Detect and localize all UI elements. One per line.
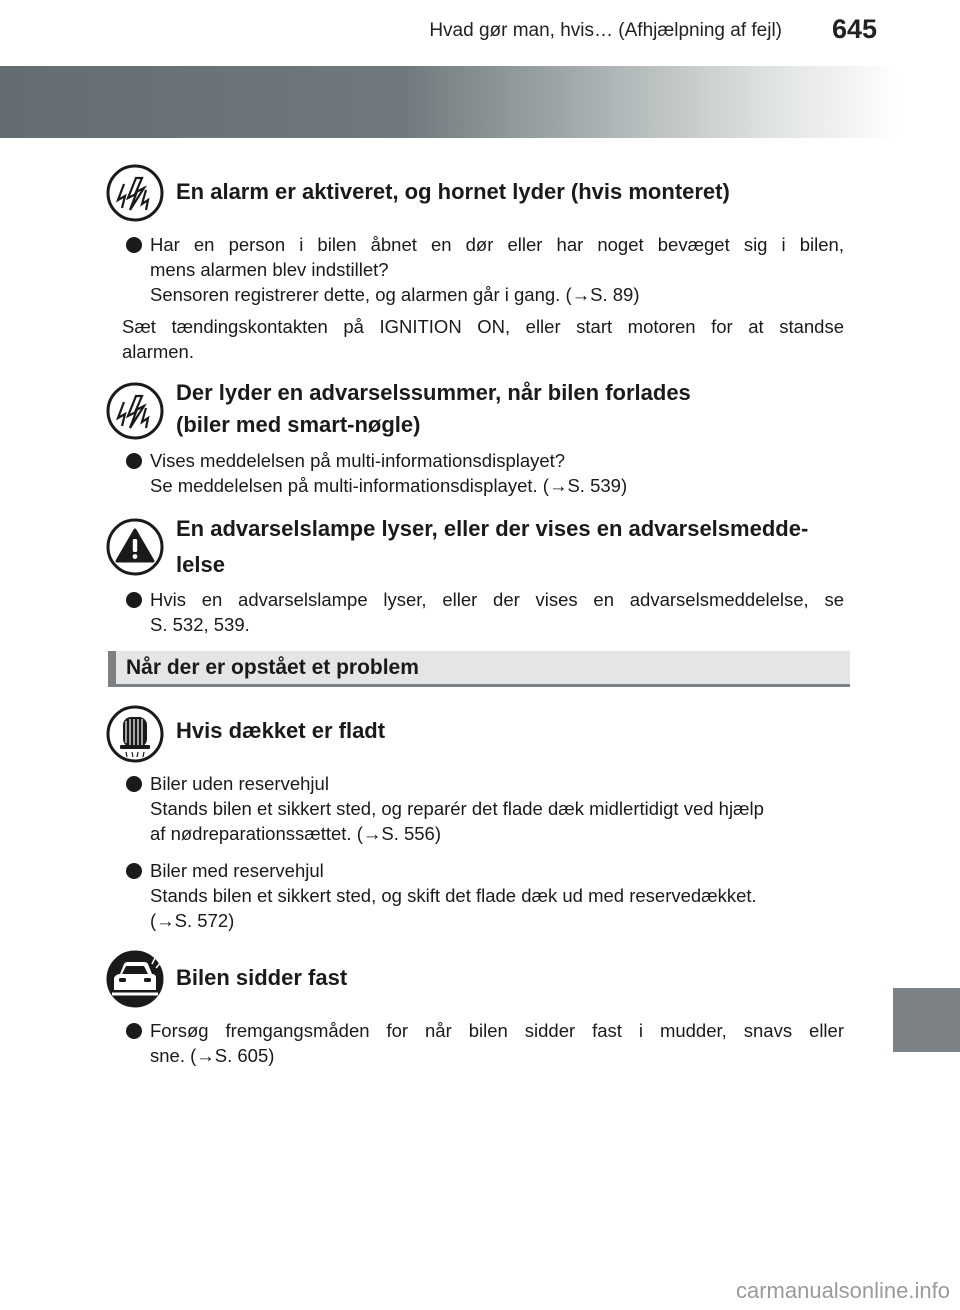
heading-line: (biler med smart-nøgle)	[176, 412, 421, 437]
alarm-bullet	[126, 237, 142, 253]
text-line: Stands bilen et sikkert sted, og skift det flade dæk ud med reservedækket.	[150, 885, 757, 906]
buzzer-bullet	[126, 453, 142, 469]
text-line: Har en person i bilen åbnet en dør eller har noget bevæget sig i bilen,	[150, 234, 844, 255]
flat-tire-bullet-2	[126, 863, 142, 879]
buzzer-bullet-text	[150, 448, 844, 498]
heading-line: Der lyder en advarselssummer, når bilen forlades	[176, 380, 691, 405]
text-line: Stands bilen et sikkert sted, og reparér det flade dæk midlertidigt ved hjælp	[150, 798, 764, 819]
text-line: Vises meddelelsen på multi-informationsdisplayet?	[150, 450, 566, 471]
buzzer-heading	[176, 377, 691, 441]
heading-line: En advarselslampe lyser, eller der vises en advarselsmedde-	[176, 516, 809, 541]
alarm-lightning-icon	[106, 164, 164, 222]
stuck-bullet-text	[150, 1018, 844, 1068]
flat-tire-bullet-1	[126, 776, 142, 792]
warning-heading	[176, 513, 842, 581]
section-title-bar	[108, 651, 850, 687]
heading-line: lelse	[176, 552, 225, 577]
text-line: af nødreparationssættet. (→S. 556)	[150, 823, 441, 844]
text-line: sne. (→S. 605)	[150, 1045, 275, 1066]
text-line: Sæt tændingskontakten på IGNITION ON, eller start motoren for at standse	[122, 316, 844, 337]
text-line: S. 532, 539.	[150, 614, 250, 635]
text-line: mens alarmen blev indstillet?	[150, 259, 389, 280]
warning-exclamation-icon	[106, 518, 164, 576]
text-line: Biler med reservehjul	[150, 860, 324, 881]
car-stuck-icon	[106, 950, 164, 1008]
alarm-heading: En alarm er aktiveret, og hornet lyder (hvis monteret)	[176, 179, 730, 204]
text-line: Hvis en advarselslampe lyser, eller der vises en advarselsmeddelelse, se	[150, 589, 844, 610]
warning-bullet-text	[150, 587, 844, 637]
stuck-heading: Bilen sidder fast	[176, 965, 348, 990]
flat-tire-bullet-1-text	[150, 771, 844, 846]
watermark-text: carmanualsonline.info	[735, 1278, 950, 1303]
flat-tire-heading: Hvis dækket er fladt	[176, 718, 386, 743]
text-line: alarmen.	[122, 341, 194, 362]
text-line: (→S. 572)	[150, 910, 235, 931]
text-line: Sensoren registrerer dette, og alarmen går i gang. (→S. 89)	[150, 284, 640, 305]
text-line: Forsøg fremgangsmåden for når bilen sidder fast i mudder, snavs eller	[150, 1020, 844, 1041]
running-header: Hvad gør man, hvis… (Afhjælpning af fejl)	[429, 20, 782, 41]
section-title: Når der er opstået et problem	[126, 656, 419, 679]
warning-bullet	[126, 592, 142, 608]
buzzer-lightning-icon	[106, 382, 164, 440]
alarm-bullet-text	[150, 232, 844, 307]
header-banner	[0, 66, 900, 138]
flat-tire-bullet-2-text	[150, 858, 844, 933]
flat-tire-icon	[106, 705, 164, 763]
text-line: Se meddelelsen på multi-informationsdisplayet. (→S. 539)	[150, 475, 628, 496]
page-number: 645	[832, 14, 878, 44]
chapter-side-tab	[893, 988, 960, 1052]
stuck-bullet	[126, 1023, 142, 1039]
text-line: Biler uden reservehjul	[150, 773, 329, 794]
alarm-note-text	[122, 314, 844, 364]
